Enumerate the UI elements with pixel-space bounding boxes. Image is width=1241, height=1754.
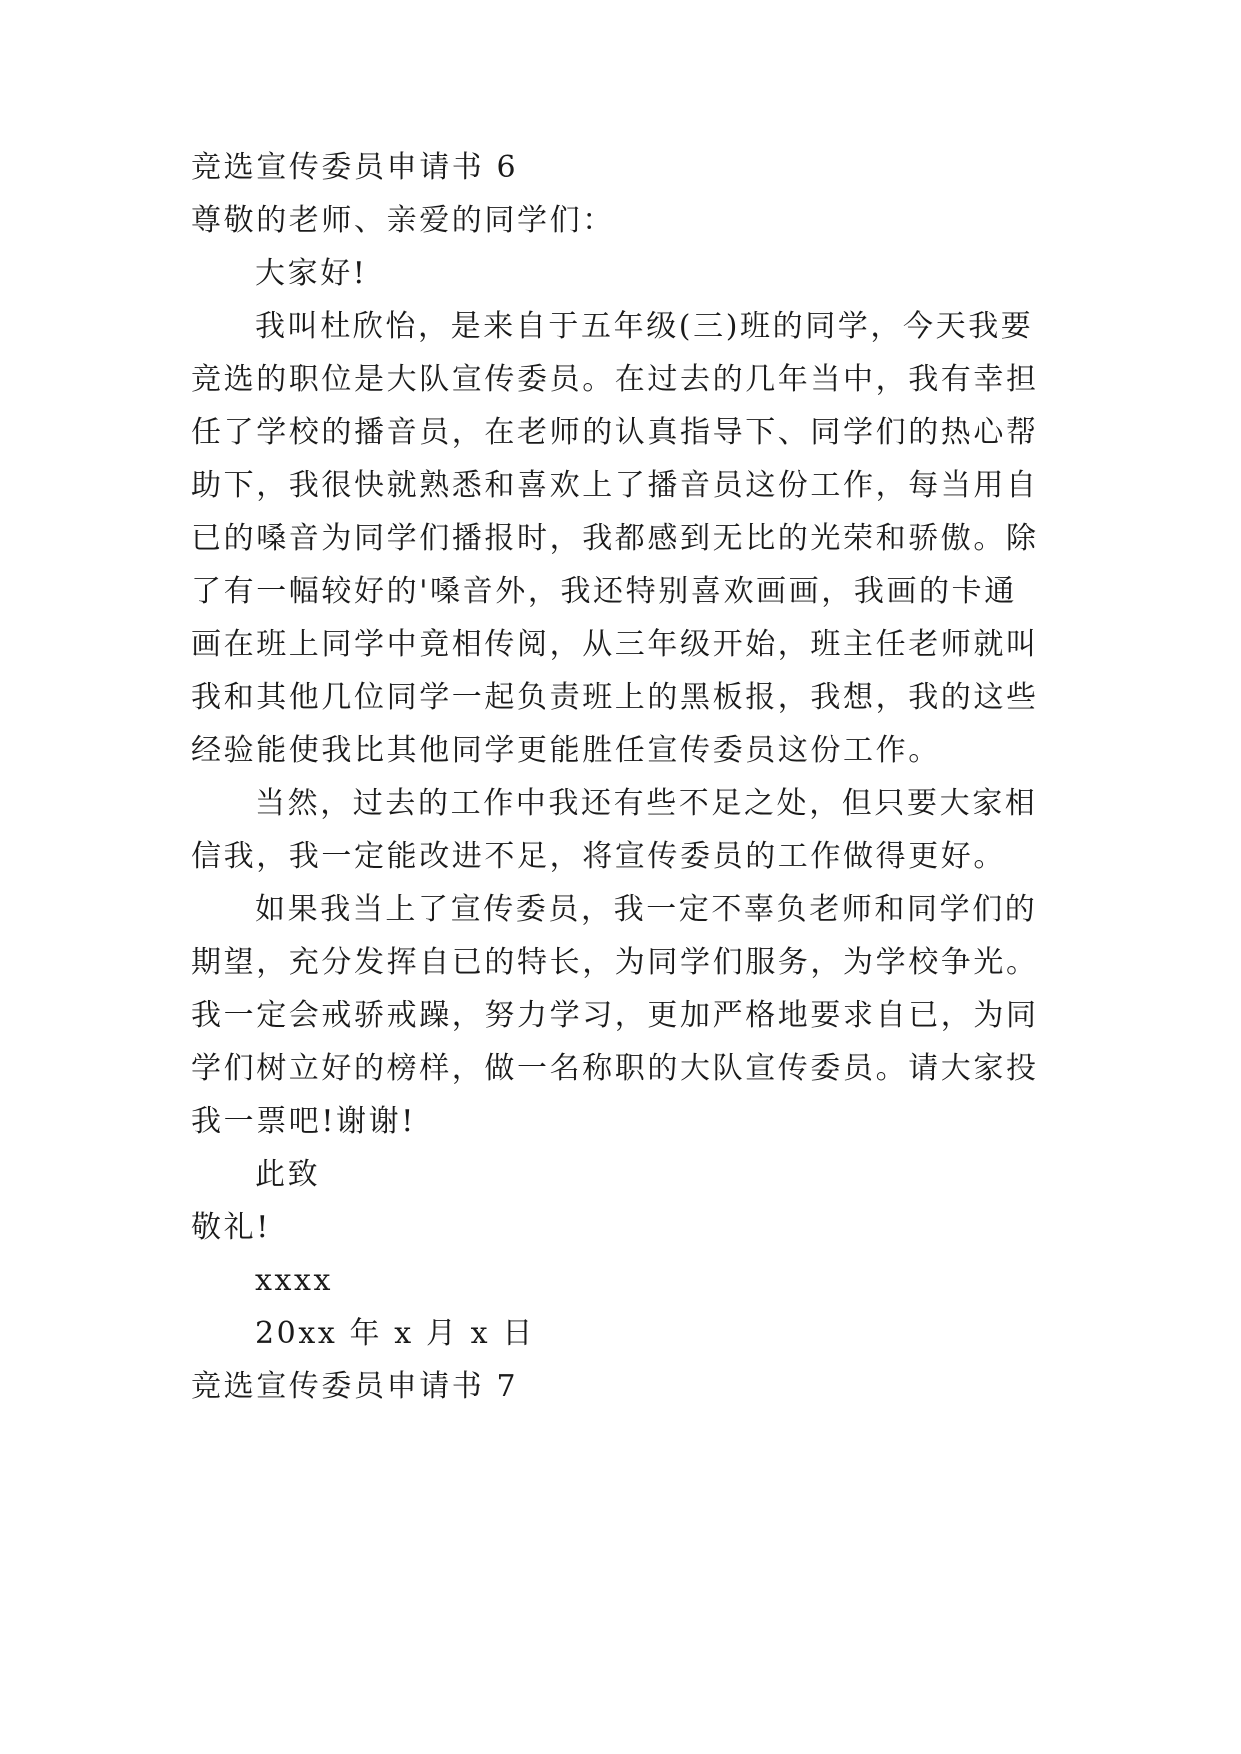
body-line: 学们树立好的榜样，做一名称职的大队宣传委员。请大家投: [191, 1051, 1039, 1086]
body-line: 当然，过去的工作中我还有些不足之处，但只要大家相: [255, 786, 1038, 821]
body-line: 已的嗓音为同学们播报时，我都感到无比的光荣和骄傲。除: [191, 521, 1039, 556]
body-line: 我叫杜欣怡，是来自于五年级(三)班的同学，今天我要: [255, 309, 1034, 344]
body-line: 画在班上同学中竟相传阅，从三年级开始，班主任老师就叫: [191, 627, 1039, 662]
closing-salute: 敬礼!: [191, 1210, 271, 1245]
closing-phrase: 此致: [255, 1157, 321, 1192]
salutation: 尊敬的老师、亲爱的同学们：: [191, 203, 615, 238]
signature-name: xxxx: [255, 1263, 334, 1298]
body-line: 期望，充分发挥自已的特长，为同学们服务，为学校争光。: [191, 945, 1039, 980]
body-line: 我一票吧!谢谢!: [191, 1104, 416, 1139]
body-line: 我和其他几位同学一起负责班上的黑板报，我想，我的这些: [191, 680, 1039, 715]
body-line: 如果我当上了宣传委员，我一定不辜负老师和同学们的: [255, 892, 1038, 927]
next-section-title: 竞选宣传委员申请书 7: [191, 1369, 519, 1404]
body-line: 经验能使我比其他同学更能胜任宣传委员这份工作。: [191, 733, 941, 768]
body-line: 信我，我一定能改进不足，将宣传委员的工作做得更好。: [191, 839, 1006, 874]
greeting: 大家好!: [255, 256, 368, 291]
body-line: 助下，我很快就熟悉和喜欢上了播音员这份工作，每当用自: [191, 468, 1039, 503]
signature-date: 20xx 年 x 月 x 日: [255, 1316, 535, 1351]
section-title: 竞选宣传委员申请书 6: [191, 150, 519, 185]
body-line: 任了学校的播音员，在老师的认真指导下、同学们的热心帮: [191, 415, 1039, 450]
body-line: 了有一幅较好的'嗓音外，我还特别喜欢画画，我画的卡通: [191, 574, 1017, 609]
body-line: 我一定会戒骄戒躁，努力学习，更加严格地要求自已，为同: [191, 998, 1039, 1033]
body-line: 竞选的职位是大队宣传委员。在过去的几年当中，我有幸担: [191, 362, 1039, 397]
